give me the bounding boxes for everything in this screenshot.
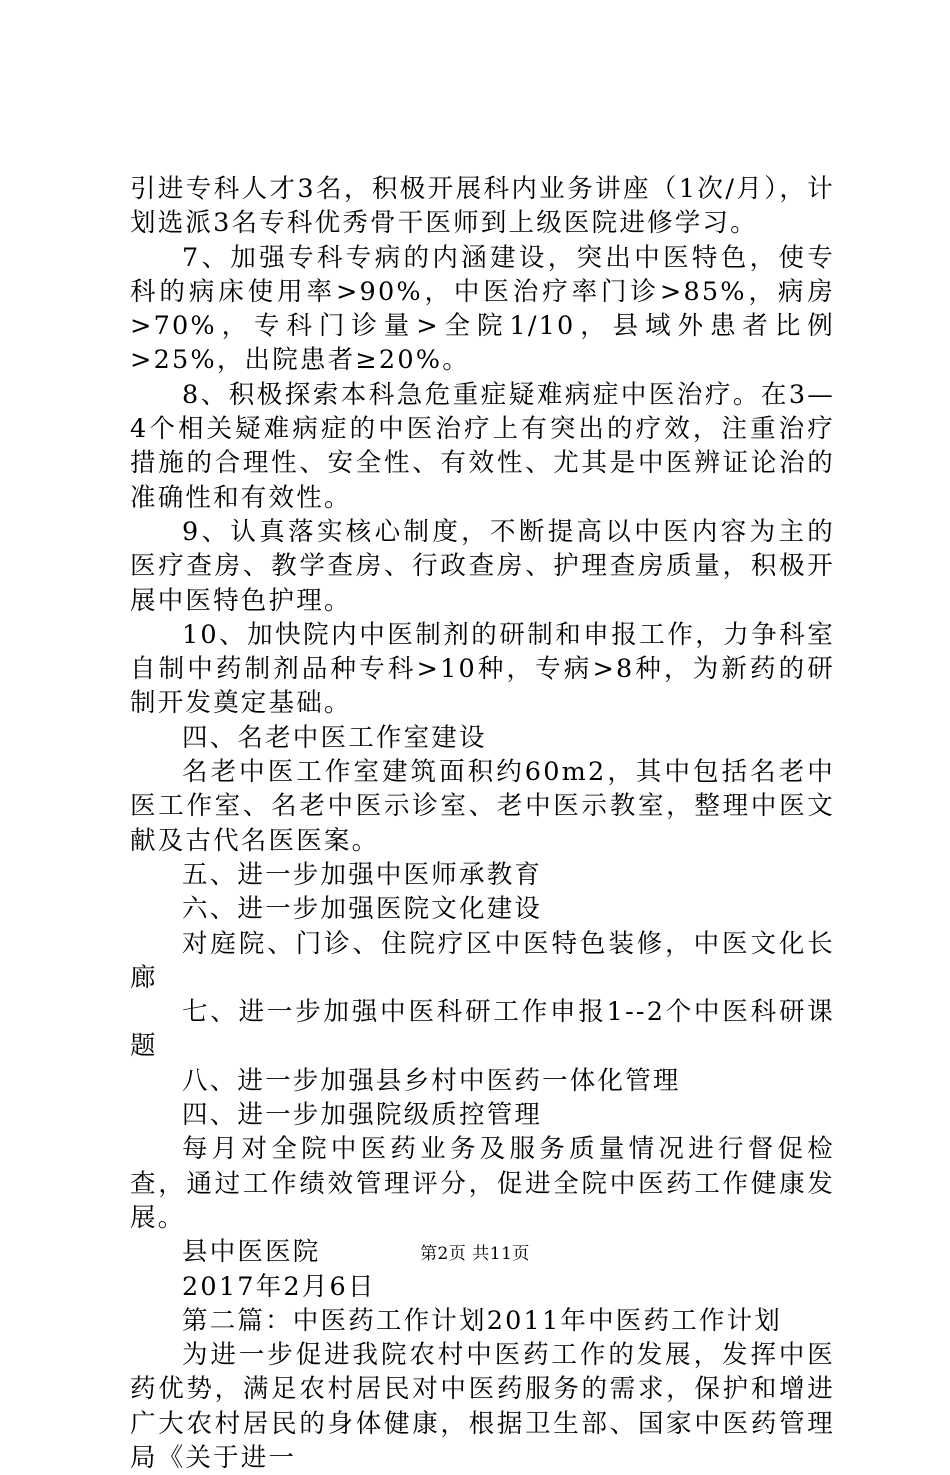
section-heading: 六、进一步加强医院文化建设 xyxy=(182,894,543,925)
chapter-title: 第二篇：中医药工作计划2011年中医药工作计划 xyxy=(182,1305,782,1336)
document-body xyxy=(130,172,835,1475)
section-heading: 四、名老中医工作室建设 xyxy=(182,722,487,753)
section-heading: 五、进一步加强中医师承教育 xyxy=(182,859,543,890)
paragraph: 对庭院、门诊、住院疗区中医特色装修，中医文化长廊 xyxy=(130,928,835,993)
section-heading: 四、进一步加强院级质控管理 xyxy=(182,1100,543,1131)
section-heading: 七、进一步加强中医科研工作申报1--2个中医科研课题 xyxy=(130,997,835,1062)
paragraph: 为进一步促进我院农村中医药工作的发展，发挥中医药优势，满足农村居民对中医药服务的需求，保护和增进广大农村居民的身体健康，根据卫生部、国家中医药管理局《关于进一 xyxy=(130,1340,835,1473)
page-number-footer: 第2页 共11页 xyxy=(420,1244,530,1264)
paragraph: 每月对全院中医药业务及服务质量情况进行督促检查，通过工作绩效管理评分，促进全院中医药工作健康发展。 xyxy=(130,1134,835,1233)
paragraph: 10、加快院内中医制剂的研制和申报工作，力争科室自制中药制剂品种专科>10种，专病>8种，为新药的研制开发奠定基础。 xyxy=(130,619,835,719)
paragraph: 名老中医工作室建筑面积约60m2，其中包括名老中医工作室、名老中医示诊室、老中医示教室，整理中医文献及古代名医医案。 xyxy=(130,757,835,856)
paragraph: 7、加强专科专病的内涵建设，突出中医特色，使专科的病床使用率>90%，中医治疗率门诊>85%，病房>70%，专科门诊量>全院1/10，县域外患者比例>25%，出院患者≥20%。 xyxy=(130,242,835,376)
section-heading: 八、进一步加强县乡村中医药一体化管理 xyxy=(182,1065,681,1096)
paragraph: 8、积极探索本科急危重症疑难病症中医治疗。在3—4个相关疑难病症的中医治疗上有突出的疗效，注重治疗措施的合理性、安全性、有效性、尤其是中医辨证论治的准确性和有效性。 xyxy=(130,379,835,513)
signature-date: 2017年2月6日 xyxy=(182,1271,376,1302)
signature-organization: 县中医医院 xyxy=(182,1237,321,1268)
paragraph: 引进专科人才3名，积极开展科内业务讲座（1次/月），计划选派3名专科优秀骨干医师到上级医院进修学习。 xyxy=(130,174,835,239)
paragraph: 9、认真落实核心制度，不断提高以中医内容为主的医疗查房、教学查房、行政查房、护理查房质量，积极开展中医特色护理。 xyxy=(130,516,835,616)
